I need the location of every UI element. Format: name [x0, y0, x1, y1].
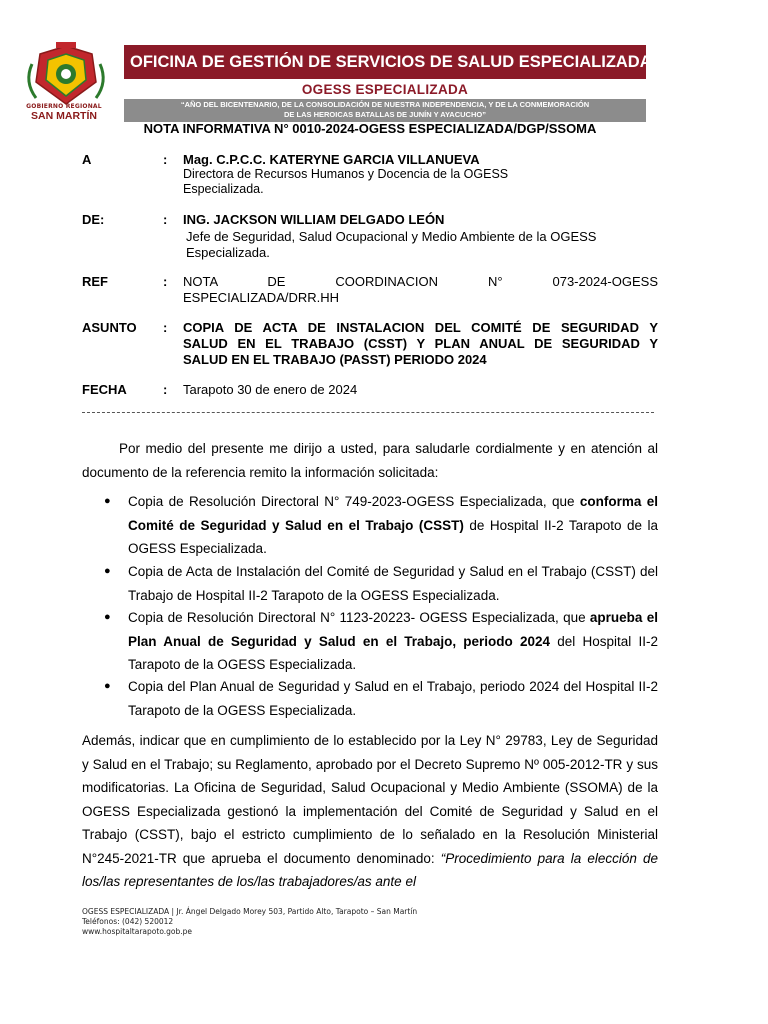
office-subtitle: OGESS ESPECIALIZADA [301, 82, 469, 97]
bullet-3: ● [104, 611, 111, 623]
year-motto-banner [124, 99, 646, 122]
to-position-line1: Directora de Recursos Humanos y Docencia de la OGESS [183, 167, 509, 181]
list-item-1 [128, 490, 658, 561]
intro-paragraph: Por medio del presente me dirijo a usted, para saludarle cordialmente y en atención al documento de la referencia remito la información solicitada: [82, 441, 658, 480]
list-item-3-post: del Hospital II-2 Tarapoto de la OGESS Especializada. [128, 633, 658, 672]
date-value: Tarapoto 30 de enero de 2024 [183, 382, 358, 397]
closing-italic: “Procedimiento para la elección de los/las representantes de los/las trabajadores/as ante el [82, 850, 658, 889]
bullet-4: ● [104, 680, 111, 692]
bullet-1: ● [104, 495, 111, 507]
to-colon: : [163, 152, 168, 167]
list-item-1-bold: conforma el Comité de Seguridad y Salud en el Trabajo (CSST) [128, 494, 658, 533]
year-motto-line2: DE LAS HEROICAS BATALLAS DE JUNÍN Y AYACUCHO” [284, 110, 486, 119]
footer [82, 907, 417, 937]
list-item-1-post: de Hospital II-2 Tarapoto de la OGESS Especializada. [128, 517, 659, 556]
separator-line [82, 412, 654, 413]
ref-line1: NOTA DE COORDINACION N° 073-2024-OGESS [183, 274, 658, 289]
document-title: NOTA INFORMATIVA N° 0010-2024-OGESS ESPECIALIZADA/DGP/SSOMA [143, 121, 597, 136]
list-item-1-pre: Copia de Resolución Directoral N° 749-2023-OGESS Especializada, que [128, 494, 580, 509]
from-position-line1: Jefe de Seguridad, Salud Ocupacional y Medio Ambiente de la OGESS [186, 229, 597, 244]
list-item-3-bold: aprueba el Plan Anual de Seguridad y Salud en el Trabajo, periodo 2024 [128, 610, 658, 649]
list-item-3 [128, 606, 658, 677]
date-label: FECHA [82, 382, 127, 397]
closing-paragraph [82, 729, 658, 894]
from-label: DE: [82, 212, 105, 227]
subject-label: ASUNTO [82, 320, 137, 335]
year-motto-line1: “AÑO DEL BICENTENARIO, DE LA CONSOLIDACIÓN DE NUESTRA INDEPENDENCIA, Y DE LA CONMEMORACIÓN [180, 100, 590, 109]
subject-line3: SALUD EN EL TRABAJO (PASST) PERIODO 2024 [183, 352, 487, 367]
ref-line2: ESPECIALIZADA/DRR.HH [183, 290, 340, 305]
logo-caption-bottom: SAN MARTÍN [31, 110, 97, 122]
subject-line2: SALUD EN EL TRABAJO (CSST) Y PLAN ANUAL DE SEGURIDAD Y [183, 336, 658, 351]
from-name: ING. JACKSON WILLIAM DELGADO LEÓN [183, 212, 445, 227]
to-name: Mag. C.P.C.C. KATERYNE GARCIA VILLANUEVA [183, 152, 480, 167]
list-item-4: Copia del Plan Anual de Seguridad y Salud en el Trabajo, periodo 2024 del Hospital II-2 Tarapoto de la OGESS Especializada. [128, 679, 658, 718]
date-colon: : [163, 382, 168, 397]
footer-phone: Teléfonos: (042) 520012 [82, 917, 174, 926]
from-colon: : [163, 212, 168, 227]
bullet-2: ● [104, 565, 111, 577]
subject-colon: : [163, 320, 168, 335]
to-position-line2: Especializada. [183, 182, 264, 196]
list-item-2: Copia de Acta de Instalación del Comité de Seguridad y Salud en el Trabajo (CSST) del Trabajo de Hospital II-2 Tarapoto de la OGESS Especializada. [128, 564, 658, 603]
to-label: A [82, 152, 92, 167]
ref-colon: : [163, 274, 168, 289]
footer-website: www.hospitaltarapoto.gob.pe [82, 927, 193, 936]
footer-address: OGESS ESPECIALIZADA | Jr. Ángel Delgado Morey 503, Partido Alto, Tarapoto – San Martín [82, 907, 418, 916]
from-position-line2: Especializada. [186, 245, 270, 260]
office-title-banner [124, 45, 652, 79]
subject-line1: COPIA DE ACTA DE INSTALACION DEL COMITÉ DE SEGURIDAD Y [183, 320, 658, 335]
closing-text: Además, indicar que en cumplimiento de lo establecido por la Ley N° 29783, Ley de Seguridad y Salud en el Trabajo; su Reglamento, aprobado por el Decreto Supremo Nº 005-2012-TR y sus modificatorias. La Oficina de Seguridad, Salud Ocupacional y Medio Ambiente (SSOMA) de la OGESS Especializada gestionó la implementación del Comité de Seguridad y Salud en el Trabajo (CSST), bajo el estricto cumplimiento de lo señalado en la Resolución Ministerial N°245-2021-TR que aprueba el documento denominado: [82, 733, 658, 866]
list-item-3-pre: Copia de Resolución Directoral N° 1123-20223- OGESS Especializada, que [128, 610, 590, 625]
ref-label: REF [82, 274, 108, 289]
office-title: OFICINA DE GESTIÓN DE SERVICIOS DE SALUD ESPECIALIZADA [130, 53, 652, 71]
logo-caption-top: GOBIERNO REGIONAL [26, 103, 102, 110]
